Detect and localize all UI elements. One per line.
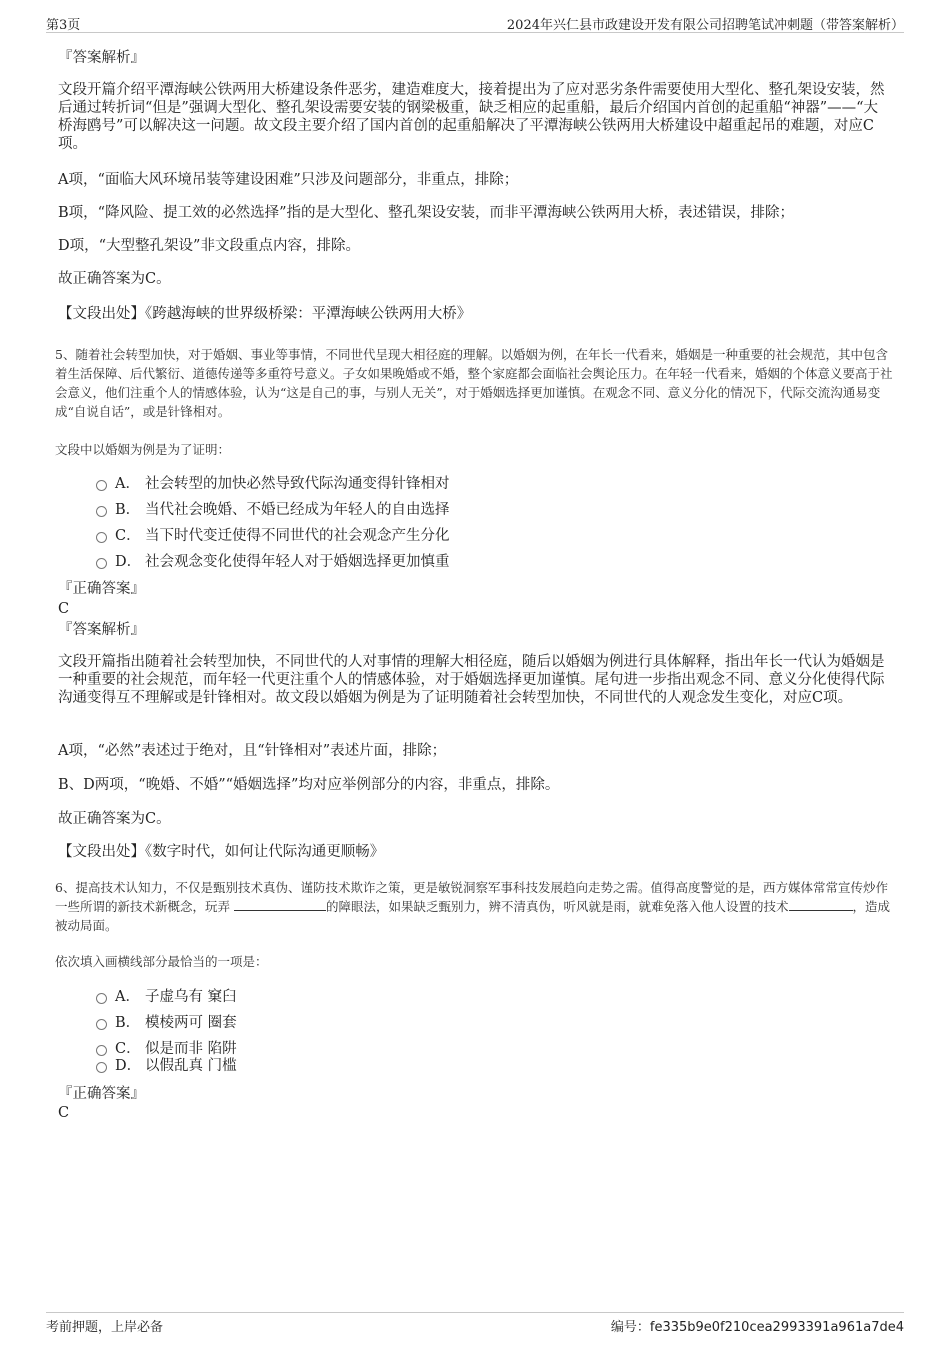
q5-analysis-label: 『答案解析』: [58, 622, 145, 638]
q5-option-d[interactable]: D． 社会观念变化使得年轻人对于婚姻选择更加慎重: [96, 553, 450, 571]
q6-answer: C: [58, 1105, 70, 1121]
document-code: 编号：fe335b9e0f210cea2993391a961a7de4: [610, 1320, 904, 1335]
q5-source: 【文段出处】《数字时代，如何让代际沟通更顺畅》: [58, 844, 385, 860]
radio-icon[interactable]: [96, 1019, 107, 1030]
q6-option-a[interactable]: A． 子虚乌有 窠臼: [96, 988, 237, 1006]
q5-analysis-text: 文段开篇指出随着社会转型加快，不同世代的人对事情的理解大相径庭，随后以婚姻为例进行具体解释，指出年长一代认为婚姻是一种重要的社会规范，而年轻一代更注重个人的情感体验，对于婚姻选择更加谨慎。尾句进一步指出观念不同、意义分化使得代际沟通变得互不理解或是针锋相对。故文段以婚姻为例是为了证明随着社会转型加快，不同世代的人观念发生变化，对应C项。: [58, 654, 885, 706]
page-number: 第3页: [46, 18, 81, 33]
footer-slogan: 考前押题，上岸必备: [46, 1320, 164, 1335]
q5-option-a[interactable]: A． 社会转型的加快必然导致代际沟通变得针锋相对: [96, 475, 450, 493]
q4-source: 【文段出处】《跨越海峡的世界级桥梁：平潭海峡公铁两用大桥》: [58, 306, 472, 322]
q5-point-a: A项，“必然”表述过于绝对，且“针锋相对”表述片面，排除；: [58, 743, 447, 759]
q6-option-b[interactable]: B． 模棱两可 圈套: [96, 1014, 237, 1032]
q4-point-d: D项，“大型整孔架设”非文段重点内容，排除。: [58, 238, 360, 254]
q5-stem: 5、随着社会转型加快，对于婚姻、事业等事情，不同世代呈现大相径庭的理解。以婚姻为例，在年长一代看来，婚姻是一种重要的社会规范，其中包含着生活保障、后代繁衍、道德传递等多重符号意义。子女如果晚婚或不婚，整个家庭都会面临社会舆论压力。在年轻一代看来，婚姻的个体意义要高于社会意义，他们注重个人的情感体验，认为“这是自己的事，与别人无关”，对于婚姻选择更加谨慎。在观念不同、意义分化的情况下，代际交流沟通易变成“自说自话”，或是针锋相对。: [55, 347, 893, 419]
q4-conclusion: 故正确答案为C。: [58, 271, 171, 287]
fill-blank-2[interactable]: [789, 898, 853, 911]
fill-blank-1[interactable]: [234, 898, 326, 911]
q5-option-c[interactable]: C． 当下时代变迁使得不同世代的社会观念产生分化: [96, 527, 450, 545]
page-footer: [46, 1312, 904, 1335]
radio-icon[interactable]: [96, 1062, 107, 1073]
radio-icon[interactable]: [96, 1045, 107, 1056]
radio-icon[interactable]: [96, 532, 107, 543]
q5-answer-label: 『正确答案』: [58, 581, 145, 597]
q5-option-b[interactable]: B． 当代社会晚婚、不婚已经成为年轻人的自由选择: [96, 501, 450, 519]
radio-icon[interactable]: [96, 480, 107, 491]
q6-stem: 6、提高技术认知力，不仅是甄别技术真伪、谨防技术欺诈之策，更是敏锐洞察军事科技发展趋向走势之需。值得高度警觉的是，西方媒体常常宣传炒作一些所谓的新技术新概念，玩弄 的障眼法，如果缺乏甄别力，辨不清真伪，听风就是雨，就难免落入他人设置的技术 ，造成被动局面。: [55, 880, 891, 933]
radio-icon[interactable]: [96, 506, 107, 517]
q5-point-bd: B、D两项，“晚婚、不婚”“婚姻选择”均对应举例部分的内容，非重点，排除。: [58, 777, 560, 793]
q6-option-d[interactable]: D． 以假乱真 门槛: [96, 1057, 237, 1075]
q6-answer-label: 『正确答案』: [58, 1086, 145, 1102]
q5-conclusion: 故正确答案为C。: [58, 811, 171, 827]
q6-question: 依次填入画横线部分最恰当的一项是：: [55, 954, 268, 969]
radio-icon[interactable]: [96, 558, 107, 569]
q4-point-b: B项，“降风险、提工效的必然选择”指的是大型化、整孔架设安装，而非平潭海峡公铁两用大桥，表述错误，排除；: [58, 205, 794, 221]
radio-icon[interactable]: [96, 993, 107, 1004]
q4-point-a: A项，“面临大风环境吊装等建设困难”只涉及问题部分，非重点，排除；: [58, 172, 519, 188]
q4-analysis-text: 文段开篇介绍平潭海峡公铁两用大桥建设条件恶劣，建造难度大，接着提出为了应对恶劣条件需要使用大型化、整孔架设安装，然后通过转折词“但是”强调大型化、整孔架设需要安装的钢梁极重，缺乏相应的起重船，最后介绍国内首创的起重船“神器”——“大桥海鸥号”可以解决这一问题。故文段主要介绍了国内首创的起重船解决了平潭海峡公铁两用大桥建设中超重起吊的难题，对应C项。: [58, 82, 885, 152]
q6-option-c[interactable]: C． 似是而非 陷阱: [96, 1040, 237, 1058]
q5-answer: C: [58, 601, 70, 617]
page-header: [46, 12, 904, 33]
q4-analysis-label: 『答案解析』: [58, 50, 145, 66]
q5-question: 文段中以婚姻为例是为了证明：: [55, 442, 231, 457]
document-title: 2024年兴仁县市政建设开发有限公司招聘笔试冲刺题（带答案解析）: [506, 18, 904, 33]
